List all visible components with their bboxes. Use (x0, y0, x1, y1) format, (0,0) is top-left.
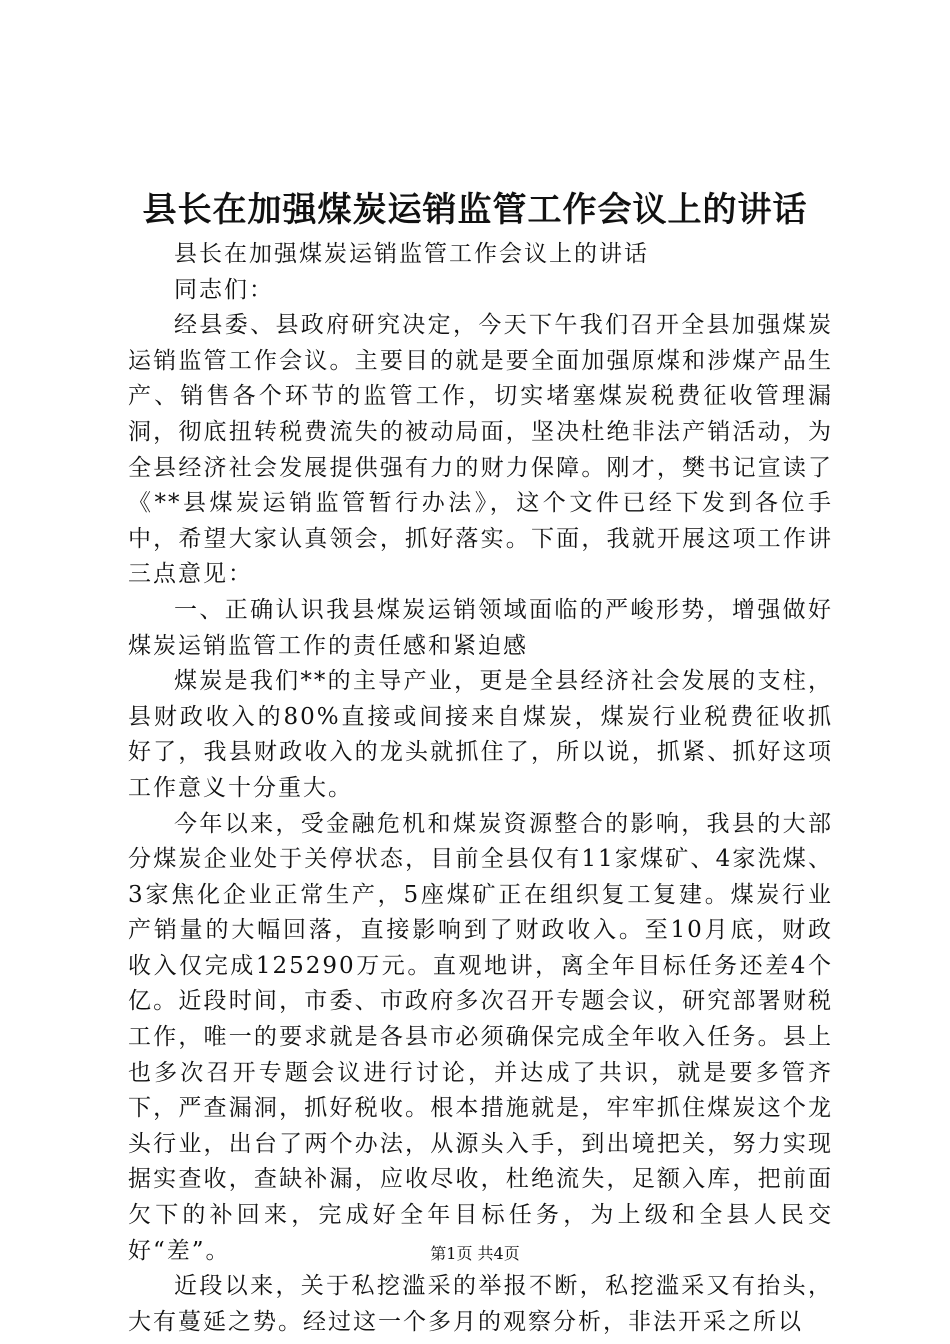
paragraph-salutation: 同志们： (174, 276, 274, 303)
document-title: 县长在加强煤炭运销监管工作会议上的讲话 (142, 190, 808, 230)
paragraph-intro: 经县委、县政府研究决定，今天下午我们召开全县加强煤炭运销监管工作会议。主要目的就是要全面加强原煤和涉煤产品生产、销售各个环节的监管工作，切实堵塞煤炭税费征收管理漏洞，彻底扭转税费流失的被动局面，坚决杜绝非法产销活动，为全县经济社会发展提供强有力的财力保障。刚才，樊书记宣读了《**县煤炭运销监管暂行办法》，这个文件已经下发到各位手中，希望大家认真领会，抓好落实。下面，我就开展这项工作讲三点意见： (128, 312, 833, 588)
document-body (128, 237, 833, 1340)
paragraph-section-heading: 一、正确认识我县煤炭运销领域面临的严峻形势，增强做好煤炭运销监管工作的责任感和紧迫感 (128, 596, 833, 659)
paragraph-current-situation: 今年以来，受金融危机和煤炭资源整合的影响，我县的大部分煤炭企业处于关停状态，目前全县仅有11家煤矿、4家洗煤、3家焦化企业正常生产，5座煤矿正在组织复工复建。煤炭行业产销量的大幅回落，直接影响到了财政收入。至10月底，财政收入仅完成125290万元。直观地讲，离全年目标任务还差4个亿。近段时间，市委、市政府多次召开专题会议，研究部署财税工作，唯一的要求就是各县市必须确保完成全年收入任务。县上也多次召开专题会议进行讨论，并达成了共识，就是要多管齐下，严查漏洞，抓好税收。根本措施就是，牢牢抓住煤炭这个龙头行业，出台了两个办法，从源头入手，到出境把关，努力实现据实查收，查缺补漏，应收尽收，杜绝流失，足额入库，把前面欠下的补回来，完成好全年目标任务，为上级和全县人民交好“差”。 (128, 810, 833, 1264)
paragraph-subtitle: 县长在加强煤炭运销监管工作会议上的讲话 (174, 241, 649, 267)
paragraph-illegal-mining: 近段以来，关于私挖滥采的举报不断，私挖滥采又有抬头，大有蔓延之势。经过这一个多月的观察分析，非法开采之所以 (128, 1273, 833, 1335)
page-footer: 第1页 共4页 (430, 1244, 520, 1263)
paragraph-coal-importance: 煤炭是我们**的主导产业，更是全县经济社会发展的支柱，县财政收入的80%直接或间接来自煤炭，煤炭行业税费征收抓好了，我县财政收入的龙头就抓住了，所以说，抓紧、抓好这项工作意义十分重大。 (128, 668, 833, 801)
